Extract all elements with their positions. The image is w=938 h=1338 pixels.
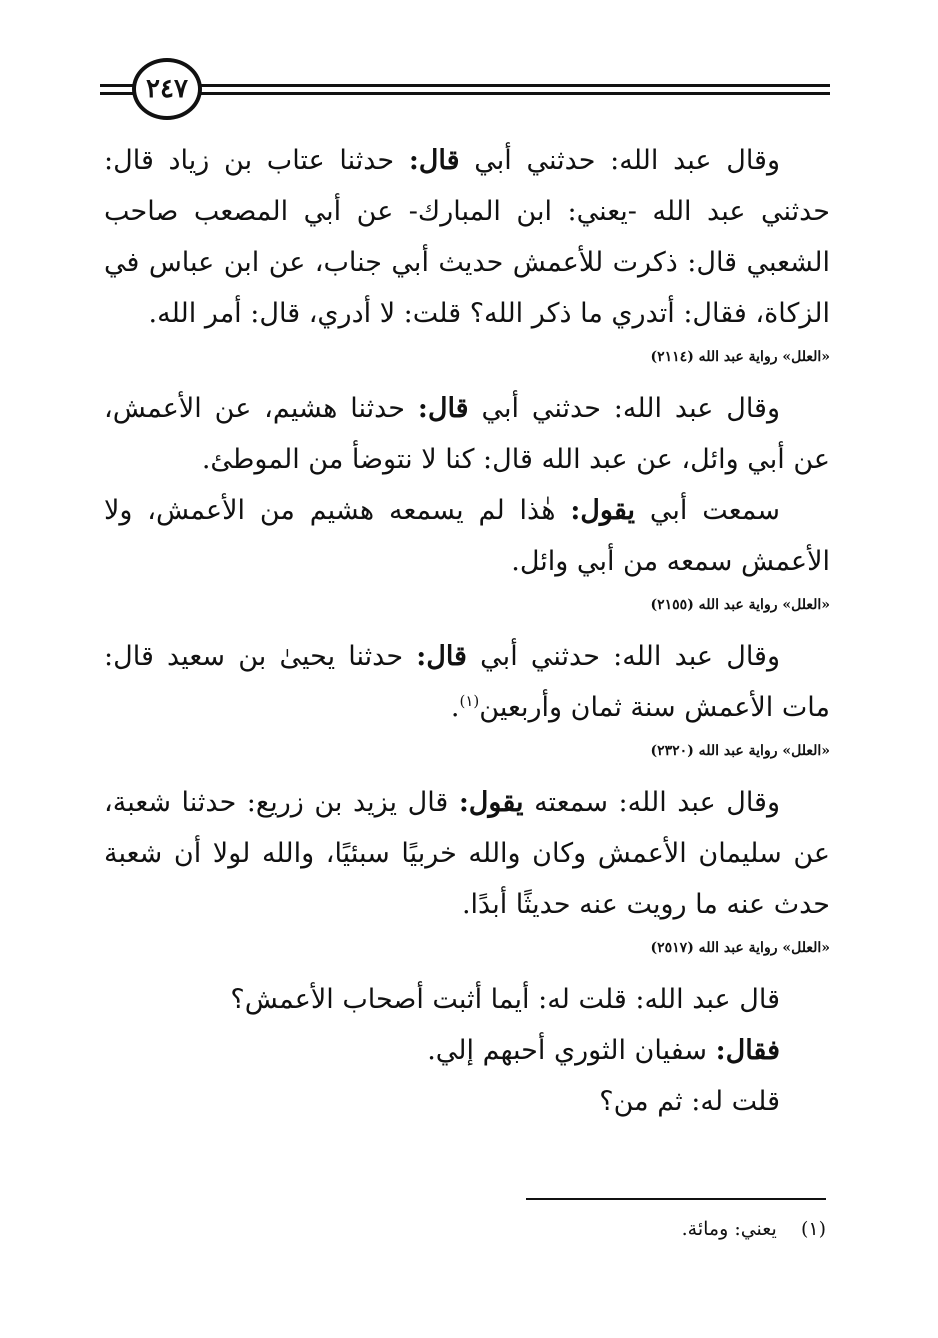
dialogue-line: قلت له: ثم من؟ — [599, 1086, 780, 1117]
narration-paragraph — [104, 135, 830, 339]
footnote-reference[interactable]: (١) — [459, 692, 480, 710]
narration-paragraph — [104, 777, 830, 930]
source-citation: «العلل» رواية عبد الله (٢١١٤) — [650, 349, 830, 365]
narration-keyword: يقول: — [458, 787, 524, 818]
header-rule-double — [100, 92, 830, 95]
dialogue-line — [104, 1025, 830, 1076]
narration-text: حدثنا يحيىٰ بن سعيد قال: مات الأعمش سنة ثمان وأربعين — [104, 641, 830, 723]
narration-paragraph — [104, 383, 830, 485]
narration-text: حدثنا هشيم، عن الأعمش، عن أبي وائل، عن عبد الله قال: كنا لا نتوضأ من الموطئ. — [104, 393, 830, 475]
footnote-divider — [526, 1198, 826, 1200]
source-citation: «العلل» رواية عبد الله (٢٥١٧) — [650, 940, 830, 956]
narration-text: وقال عبد الله: حدثني أبي — [459, 145, 780, 176]
page-body — [104, 135, 830, 1127]
source-citation: «العلل» رواية عبد الله (٢١٥٥) — [650, 597, 830, 613]
narration-paragraph — [104, 631, 830, 733]
narration-paragraph — [104, 485, 830, 587]
narration-keyword: قال: — [408, 145, 460, 176]
page-header — [100, 50, 830, 140]
narration-keyword: قال: — [417, 393, 469, 424]
footnote-text: يعني: ومائة. — [681, 1218, 777, 1240]
narration-keyword: يقول: — [570, 495, 636, 526]
narration-text: سمعت أبي — [635, 495, 780, 526]
narration-text: وقال عبد الله: حدثني أبي — [466, 641, 780, 672]
dialogue-line: قال عبد الله: قلت له: أيما أثبت أصحاب الأعمش؟ — [230, 984, 780, 1015]
page-number-badge — [132, 58, 202, 120]
narration-text: وقال عبد الله: سمعته — [523, 787, 780, 818]
narration-keyword: فقال: — [715, 1035, 780, 1066]
narration-text: . — [450, 692, 460, 723]
header-rule — [100, 84, 830, 87]
narration-keyword: قال: — [416, 641, 467, 672]
page-number: ٢٤٧ — [146, 74, 188, 104]
narration-text: سفيان الثوري أحبهم إلي. — [427, 1035, 716, 1066]
footnote — [104, 1214, 826, 1244]
narration-text: هٰذا لم يسمعه هشيم من الأعمش، ولا الأعمش سمعه من أبي وائل. — [104, 495, 830, 577]
narration-text: حدثنا عتاب بن زياد قال: حدثني عبد الله -يعني: ابن المبارك- عن أبي المصعب صاحب الشعبي قال: ذكرت للأعمش حديث أبي جناب، عن ابن عباس في الزكاة، فقال: أتدري ما ذكر الله؟ قلت: لا أدري، قال: أمر الله. — [104, 145, 830, 329]
narration-text: قال يزيد بن زريع: حدثنا شعبة، عن سليمان الأعمش وكان والله خربيًا سبئيًا، والله لولا أن شعبة حدث عنه ما رويت عنه حديثًا أبدًا. — [104, 787, 830, 920]
footnote-marker: (١) — [800, 1218, 826, 1240]
narration-text: وقال عبد الله: حدثني أبي — [468, 393, 780, 424]
source-citation: «العلل» رواية عبد الله (٢٣٢٠) — [650, 743, 830, 759]
